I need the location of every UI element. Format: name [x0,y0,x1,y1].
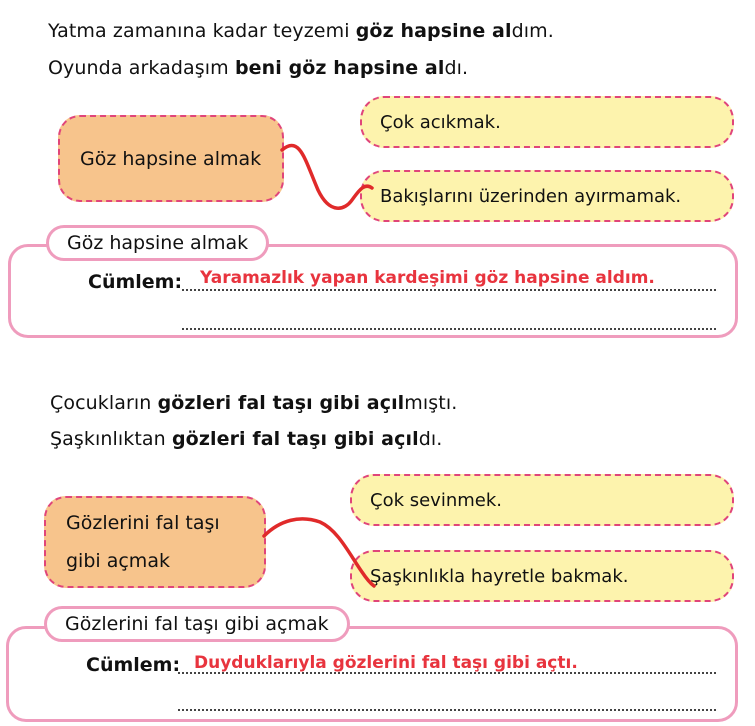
sentence-text: dı. [418,428,443,450]
answer-line-2[interactable] [178,709,716,711]
idiom-text-line-2: gibi açmak [66,550,170,572]
sentence-text: Şaşkınlıktan [50,428,172,450]
option-text: Bakışlarını üzerinden ayırmamak. [380,185,682,207]
panel-title: Göz hapsine almak [67,232,249,254]
sentence-idiom: gözleri fal taşı gibi açıl [171,428,419,450]
sentence-idiom: gözleri fal taşı gibi açıl [157,392,405,414]
idiom-text-line-1: Gözlerini fal taşı [66,512,220,534]
panel-title: Gözlerini fal taşı gibi açmak [65,613,329,635]
sentence-label: Cümlem: [88,271,183,293]
option-text: Şaşkınlıkla hayretle bakmak. [370,565,629,587]
option-text: Çok acıkmak. [380,111,501,133]
sentence-text: Yatma zamanına kadar teyzemi [48,20,356,42]
sentence-text: mıştı. [404,392,458,414]
option-text: Çok sevinmek. [370,489,502,511]
sentence-text: Çocukların [50,392,158,414]
sentence-text: dı. [444,57,469,79]
sentence-text: dım. [511,20,554,42]
handwritten-answer: Duyduklarıyla gözlerini fal taşı gibi açtı. [194,653,578,673]
sentence-idiom: göz hapsine al [355,20,512,42]
sentence-idiom: beni göz hapsine al [234,57,445,79]
sentence-label: Cümlem: [86,654,181,676]
idiom-text: Göz hapsine almak [80,147,262,170]
handwritten-answer: Yaramazlık yapan kardeşimi göz hapsine aldım. [200,268,655,288]
sentence-text: Oyunda arkadaşım [48,57,235,79]
panel-title-tab [44,606,350,642]
